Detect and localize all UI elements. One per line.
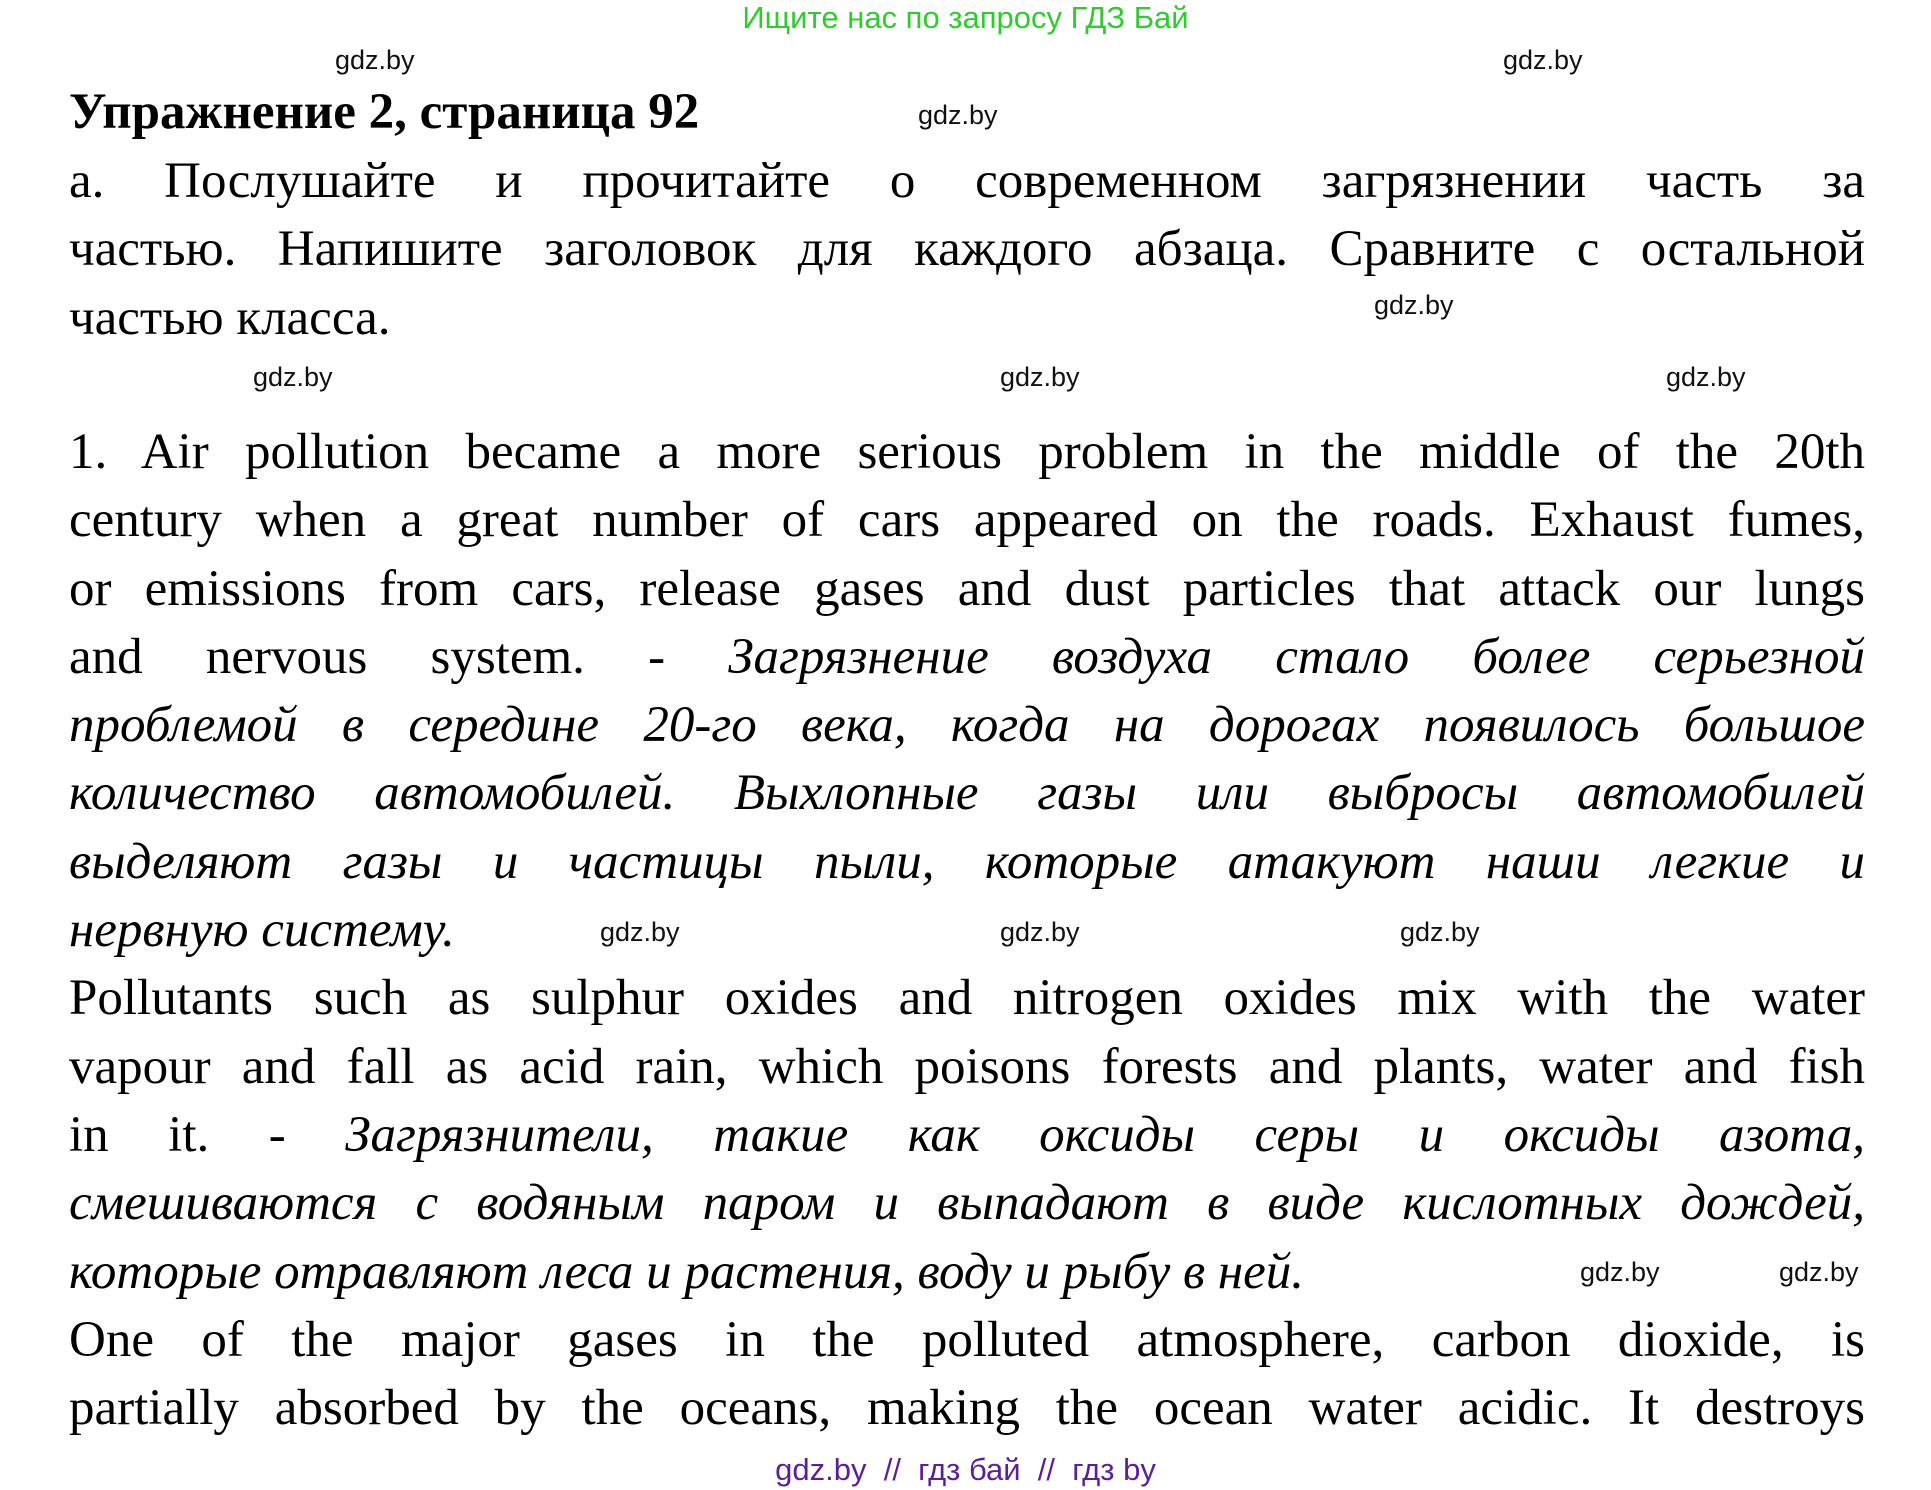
watermark: gdz.by [1666,362,1746,392]
text-line [69,1374,1865,1442]
text-line [69,1101,1865,1169]
translation-text: Загрязнение воздуха стало более серьезной [728,628,1865,685]
watermark: gdz.by [600,917,680,947]
text-line [69,486,1865,554]
text-line [69,896,1865,964]
page-title: Упражнение 2, страница 92 [69,84,700,140]
text-line [69,284,1865,352]
watermark: gdz.by [335,45,415,75]
source-text: One of the major gases in the polluted atmosphere, carbon dioxide, is [69,1311,1865,1368]
source-text: vapour and fall as acid rain, which poisons forests and plants, water and fish [69,1038,1865,1095]
source-text: or emissions from cars, release gases and dust particles that attack our lungs [69,560,1865,617]
text-line [69,147,1865,215]
translation-text: Загрязнители, такие как оксиды серы и оксиды азота, [345,1106,1865,1163]
translation-text: смешиваются с водяным паром и выпадают в виде кислотных дождей, [69,1175,1865,1232]
text-line [69,1306,1865,1374]
exercise-text [69,418,1865,1442]
text-line [69,828,1865,896]
source-text: а. Послушайте и прочитайте о современном загрязнении часть за [69,153,1865,209]
text-line [69,691,1865,759]
text-line [69,1033,1865,1101]
task-instructions [69,147,1865,352]
watermark: gdz.by [918,100,998,130]
footer-links-banner: gdz.by // гдз бай // гдз by [775,1452,1156,1487]
translation-text: нервную систему. [69,902,455,959]
source-text: and nervous system. - [69,628,729,685]
source-text: century when a great number of cars appeared on the roads. Exhaust fumes, [69,492,1865,549]
source-text: in it. - [69,1106,346,1163]
text-line [69,215,1865,283]
text-line [69,759,1865,827]
watermark: gdz.by [1580,1257,1660,1287]
text-line [69,1169,1865,1237]
translation-text: выделяют газы и частицы пыли, которые атакуют наши легкие и [69,833,1865,890]
source-text: partially absorbed by the oceans, making the ocean water acidic. It destroys [69,1380,1865,1437]
source-text: 1. Air pollution became a more serious problem in the middle of the 20th [69,424,1865,480]
translation-text: которые отравляют леса и растения, воду и рыбу в ней. [69,1243,1305,1300]
source-text: частью класса. [69,289,391,346]
watermark: gdz.by [1000,917,1080,947]
text-line [69,964,1865,1032]
watermark: gdz.by [1000,362,1080,392]
text-line [69,623,1865,691]
translation-text: проблемой в середине 20-го века, когда на дорогах появилось большое [69,697,1865,754]
source-text: частью. Напишите заголовок для каждого абзаца. Сравните с остальной [69,221,1865,278]
watermark: gdz.by [1374,290,1454,320]
search-hint-banner: Ищите нас по запросу ГДЗ Бай [742,0,1189,35]
watermark: gdz.by [253,362,333,392]
text-line [69,418,1865,486]
text-line [69,555,1865,623]
watermark: gdz.by [1400,917,1480,947]
source-text: Pollutants such as sulphur oxides and nitrogen oxides mix with the water [69,970,1865,1027]
watermark: gdz.by [1779,1257,1859,1287]
translation-text: количество автомобилей. Выхлопные газы или выбросы автомобилей [69,765,1865,822]
watermark: gdz.by [1503,45,1583,75]
